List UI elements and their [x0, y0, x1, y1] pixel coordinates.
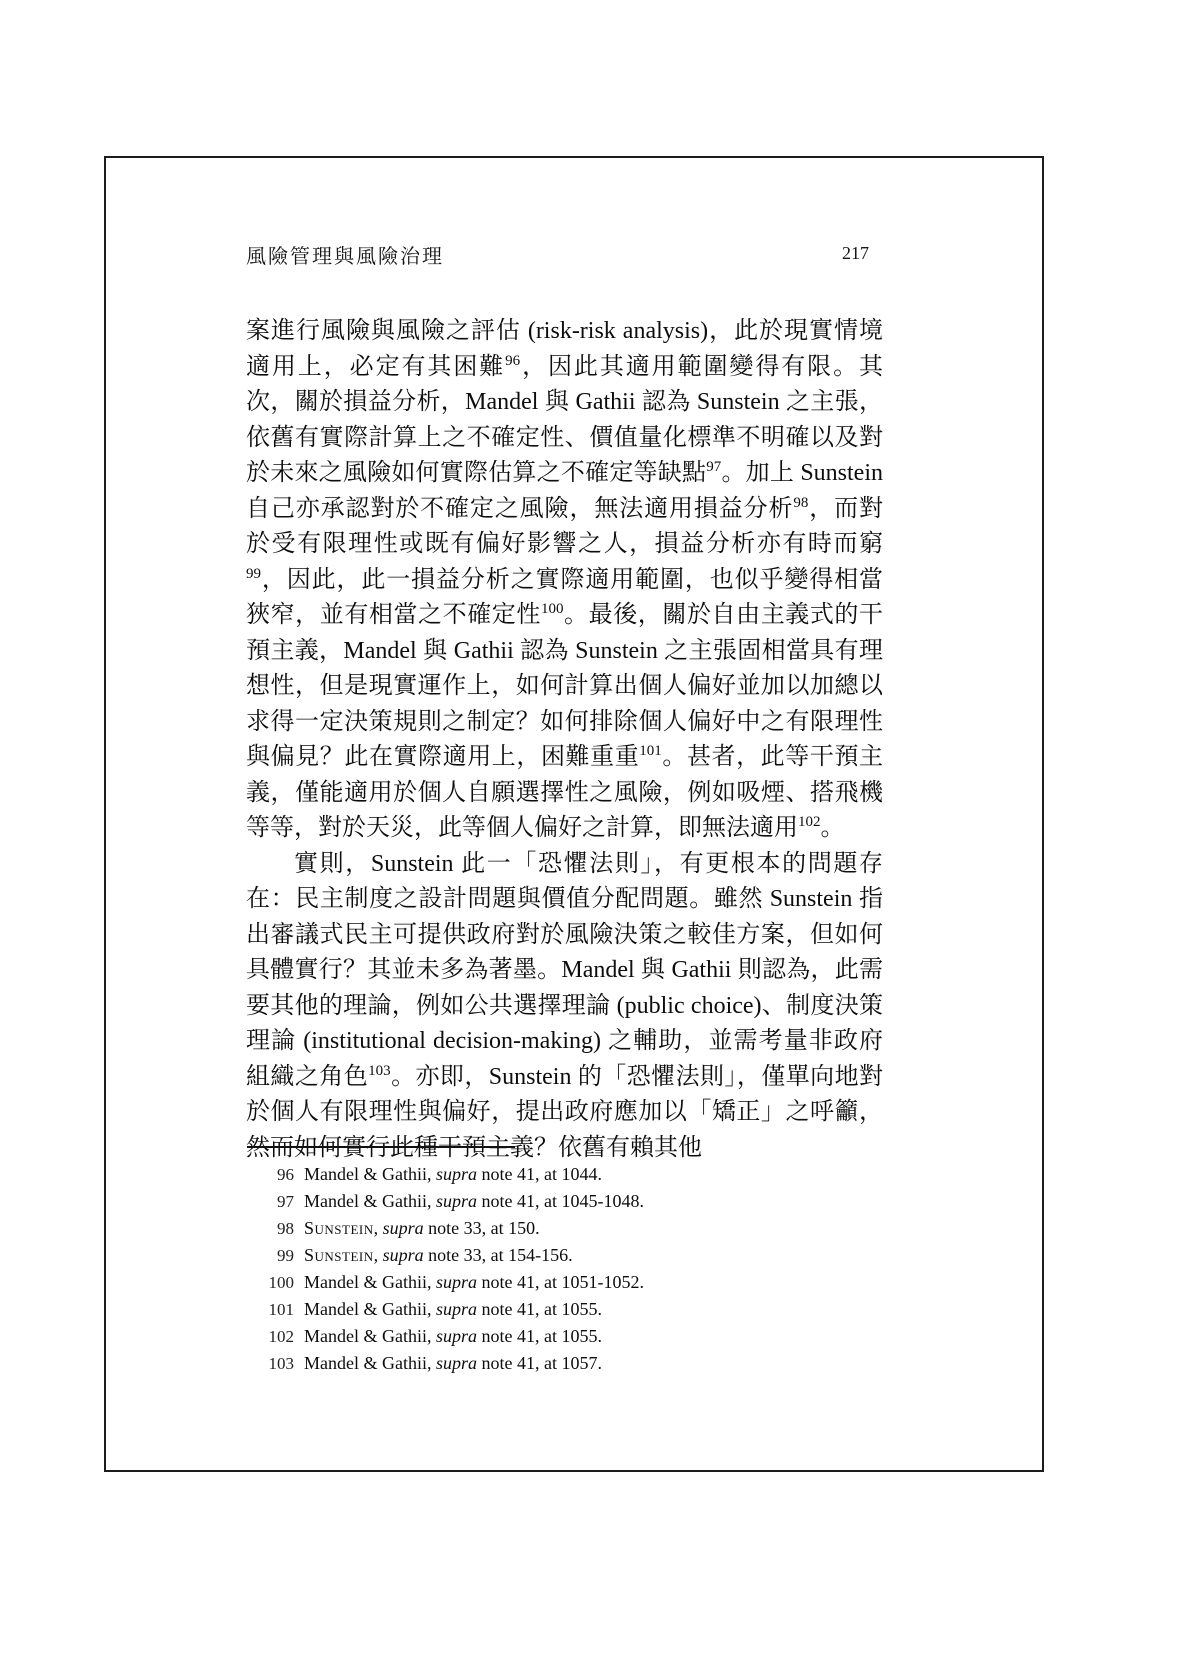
footnote-row-98 — [240, 1215, 900, 1242]
text-run: note 41, at 1044. — [477, 1164, 602, 1184]
footnote-text — [304, 1323, 900, 1349]
footnote-ref-96: 96 — [505, 352, 521, 369]
text-run: ，因此其適用範圍變得有限。其次，關於損益分析，Mandel 與 Gathii 認為 Sunstein 之主張，依舊有實際計算上之不確定性、價值量化標準不明確以及對於未來之風險如何實際估算之不確定等缺點 — [246, 353, 884, 486]
text-run: 。加上 Sunstein 自己亦承認對於不確定之風險，無法適用損益分析 — [246, 460, 884, 522]
footnote-ref-102: 102 — [798, 814, 821, 830]
text-run: Mandel & Gathii, — [304, 1353, 436, 1373]
text-run: ，因此，此一損益分析之實際適用範圍，也似乎變得相當狹窄，並有相當之不確定性 — [246, 566, 883, 628]
text-run: Mandel & Gathii, — [304, 1272, 436, 1292]
smallcaps-text: Sunstein — [304, 1245, 374, 1265]
text-run: ，而對於受有限理性或既有偏好影響之人，損益分析亦有時而窮 — [246, 495, 883, 557]
footnote-text — [304, 1296, 900, 1322]
footnote-ref-100: 100 — [540, 601, 564, 617]
footnote-list — [240, 1161, 900, 1377]
text-run: note 33, at 154-156. — [423, 1245, 573, 1265]
footnote-row-97 — [240, 1188, 900, 1215]
footnote-number: 100 — [268, 1273, 294, 1292]
body-text — [246, 314, 883, 1166]
footnote-number: 98 — [277, 1219, 294, 1238]
footnote-number: 102 — [268, 1327, 294, 1346]
text-run: note 41, at 1055. — [477, 1326, 602, 1346]
italic-text: supra — [435, 1191, 477, 1211]
text-run: 。最後，關於自由主義式的干預主義，Mandel 與 Gathii 認為 Sunstein 之主張固相當具有理想性，但是現實運作上，如何計算出個人偏好並加以加總以求得一定決策規則之制定？如何排除個人偏好中之有限理性與偏見？此在實際適用上，困難重重 — [246, 602, 884, 770]
footnote-number: 96 — [277, 1165, 294, 1184]
running-header-title: 風險管理與風險治理 — [246, 246, 444, 268]
paragraph-1 — [246, 314, 883, 847]
text-run: Mandel & Gathii, — [304, 1164, 436, 1184]
footnote-row-99 — [240, 1242, 900, 1269]
text-run: note 41, at 1051-1052. — [477, 1272, 644, 1292]
text-run: 。甚者，此等干預主義，僅能適用於個人自願選擇性之風險，例如吸煙、搭飛機等等，對於天災，此等個人偏好之計算，即無法適用 — [246, 744, 884, 841]
italic-text: supra — [435, 1299, 477, 1319]
footnote-row-102 — [240, 1323, 900, 1350]
footnote-number: 103 — [268, 1354, 294, 1373]
text-run: , — [373, 1245, 383, 1265]
footnote-row-100 — [240, 1269, 900, 1296]
footnote-row-103 — [240, 1350, 900, 1377]
footnote-row-96 — [240, 1161, 900, 1188]
text-run: 實則，Sunstein 此一「恐懼法則」，有更根本的問題存在：民主制度之設計問題與價值分配問題。雖然 Sunstein 指出審議式民主可提供政府對於風險決策之較佳方案，但如何具體實行？其並未多為著墨。Mandel 與 Gathii 則認為，此需要其他的理論，例如公共選擇理論 (public choice)、制度決策理論 (institutional decision-making) 之輔助，並需考量非政府組織之角色 — [246, 850, 883, 1090]
smallcaps-text: Sunstein — [304, 1218, 374, 1238]
italic-text: supra — [382, 1245, 424, 1265]
italic-text: supra — [435, 1353, 477, 1373]
italic-text: supra — [435, 1272, 477, 1292]
text-run: Mandel & Gathii, — [304, 1299, 436, 1319]
text-run: note 33, at 150. — [423, 1218, 540, 1238]
footnote-ref-97: 97 — [706, 459, 722, 475]
text-run: Mandel & Gathii, — [304, 1191, 436, 1211]
text-run: note 41, at 1045-1048. — [477, 1191, 644, 1211]
italic-text: supra — [435, 1164, 477, 1184]
footnote-number: 101 — [268, 1300, 294, 1319]
footnote-text — [304, 1161, 900, 1187]
text-run: note 41, at 1055. — [477, 1299, 602, 1319]
footnote-text — [304, 1350, 900, 1376]
italic-text: supra — [435, 1326, 477, 1346]
text-run: 。亦即，Sunstein 的「恐懼法則」，僅單向地對於個人有限理性與偏好，提出政府應加以「矯正」之呼籲，然而如何實行此種干預主義？依舊有賴其他 — [246, 1063, 883, 1161]
text-run: Mandel & Gathii, — [304, 1326, 436, 1346]
footnote-number: 97 — [277, 1192, 294, 1211]
text-run: , — [373, 1218, 383, 1238]
page-number: 217 — [842, 243, 869, 263]
text-run: 案進行風險與風險之評估 (risk-risk analysis)，此於現實情境適用上，必定有其困難 — [246, 318, 883, 380]
text-run: 。 — [820, 815, 845, 841]
footnote-text — [304, 1188, 900, 1214]
footnote-ref-103: 103 — [368, 1062, 391, 1079]
footnote-ref-101: 101 — [639, 743, 662, 759]
footnote-row-101 — [240, 1296, 900, 1323]
paragraph-2 — [246, 847, 883, 1167]
footnote-text — [304, 1215, 900, 1241]
footnote-separator-rule — [247, 1146, 515, 1148]
footnote-text — [304, 1269, 900, 1295]
footnote-ref-98: 98 — [793, 494, 809, 511]
text-run: note 41, at 1057. — [477, 1353, 602, 1373]
footnote-number: 99 — [277, 1246, 294, 1265]
footnote-text — [304, 1242, 900, 1268]
italic-text: supra — [382, 1218, 424, 1238]
footnote-ref-99: 99 — [246, 565, 261, 582]
